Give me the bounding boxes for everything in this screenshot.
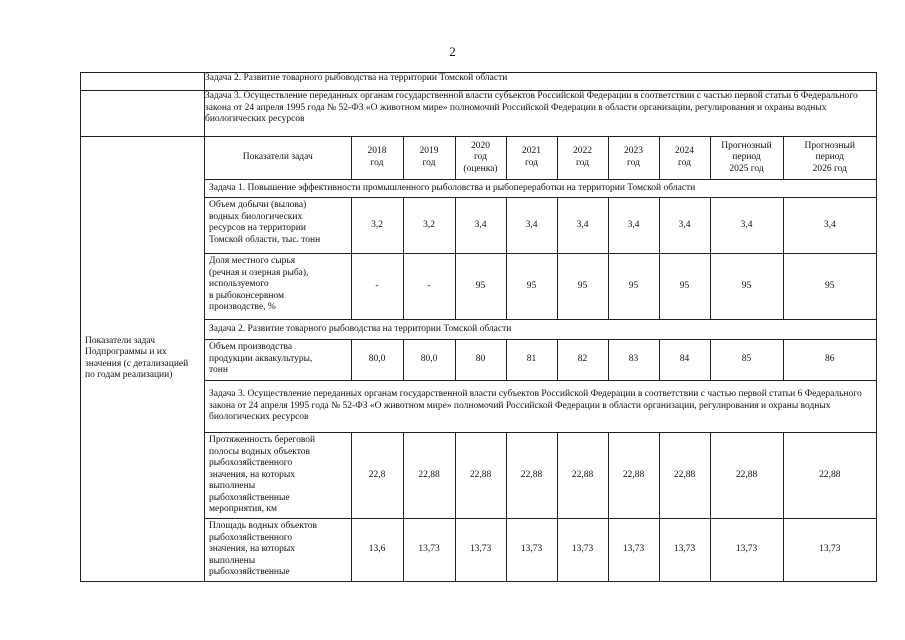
value-cell: 22,88 (557, 433, 608, 519)
indicators-table (205, 137, 876, 581)
value-cell: 22,88 (659, 433, 710, 519)
value-cell: 3,4 (659, 198, 710, 254)
table-row (205, 340, 876, 381)
left-label-cell (81, 137, 205, 582)
table-row (205, 198, 876, 254)
value-cell: 22,8 (351, 433, 403, 519)
value-cell: 83 (608, 340, 659, 381)
value-cell: 22,88 (506, 433, 557, 519)
indicators-cell (205, 137, 877, 582)
top-task-2: Задача 2. Развитие товарного рыбоводства на территории Томской области (205, 73, 877, 91)
value-cell: 22,88 (608, 433, 659, 519)
value-cell: 95 (506, 254, 557, 320)
header-year: 2022 год (557, 137, 608, 179)
value-cell: 13,6 (351, 519, 403, 581)
header-year: 2024 год (659, 137, 710, 179)
value-cell: 86 (783, 340, 876, 381)
value-cell: - (351, 254, 403, 320)
indicator-label: Объем добычи (вылова) водных биологических ресурсов на территории Томской области, тыс. тонн (205, 198, 351, 254)
value-cell: 85 (710, 340, 783, 381)
header-year: 2018 год (351, 137, 403, 179)
value-cell: 22,88 (455, 433, 506, 519)
value-cell: 95 (608, 254, 659, 320)
task-1-heading: Задача 1. Повышение эффективности промышленного рыболовства и рыбопереработки на территории Томской области (205, 179, 876, 198)
header-year: Прогнозный период 2025 год (710, 137, 783, 179)
header-year: 2020 год (оценка) (455, 137, 506, 179)
value-cell: 22,88 (783, 433, 876, 519)
header-indicator: Показатели задач (205, 137, 351, 179)
value-cell: 22,88 (710, 433, 783, 519)
indicator-label: Протяженность береговой полосы водных объектов рыбохозяйственного значения, на которых выполнены рыбохозяйственные мероприятия, км (205, 433, 351, 519)
header-year: 2021 год (506, 137, 557, 179)
top-left-empty-cell (81, 73, 205, 91)
task-2-heading: Задача 2. Развитие товарного рыбоводства на территории Томской области (205, 320, 876, 340)
value-cell: 13,73 (455, 519, 506, 581)
value-cell: 3,4 (506, 198, 557, 254)
value-cell: 95 (659, 254, 710, 320)
table-row (205, 254, 876, 320)
value-cell: 13,73 (659, 519, 710, 581)
table-row (205, 433, 876, 519)
table-row (205, 519, 876, 581)
indicator-label: Объем производства продукции аквакультуры, тонн (205, 340, 351, 381)
value-cell: 82 (557, 340, 608, 381)
value-cell: 95 (455, 254, 506, 320)
header-year: 2019 год (403, 137, 455, 179)
value-cell: 22,88 (403, 433, 455, 519)
value-cell: 81 (506, 340, 557, 381)
value-cell: 13,73 (557, 519, 608, 581)
value-cell: - (403, 254, 455, 320)
value-cell: 13,73 (783, 519, 876, 581)
task-3-heading: Задача 3. Осуществление переданных органам государственной власти субъектов Российской Федерации в соответствии с частью первой статьи 6 Федерального закона от 24 апреля 1995 года № 52-ФЗ «О животном мире» полномочий Российской Федерации в области организации, регулирования и охраны водных биологических ресурсов (205, 381, 876, 433)
value-cell: 3,4 (783, 198, 876, 254)
value-cell: 95 (783, 254, 876, 320)
value-cell: 80,0 (403, 340, 455, 381)
value-cell: 3,4 (710, 198, 783, 254)
value-cell: 3,2 (403, 198, 455, 254)
value-cell: 13,73 (506, 519, 557, 581)
value-cell: 13,73 (710, 519, 783, 581)
value-cell: 3,4 (608, 198, 659, 254)
subprogram-table (80, 72, 877, 582)
header-year: Прогнозный период 2026 год (783, 137, 876, 179)
value-cell: 3,4 (557, 198, 608, 254)
value-cell: 3,2 (351, 198, 403, 254)
value-cell: 80,0 (351, 340, 403, 381)
value-cell: 13,73 (608, 519, 659, 581)
top-left-empty-cell-2 (81, 91, 205, 137)
value-cell: 95 (557, 254, 608, 320)
indicator-label: Площадь водных объектов рыбохозяйственного значения, на которых выполнены рыбохозяйственные (205, 519, 351, 581)
top-task-3: Задача 3. Осуществление переданных органам государственной власти субъектов Российской Федерации в соответствии с частью первой статьи 6 Федерального закона от 24 апреля 1995 года № 52-ФЗ «О животном мире» полномочий Российской Федерации в области организации, регулирования и охраны водных биологических ресурсов (205, 91, 877, 137)
header-year: 2023 год (608, 137, 659, 179)
header-row (205, 137, 876, 179)
value-cell: 13,73 (403, 519, 455, 581)
indicator-label: Доля местного сырья (речная и озерная рыба), используемого в рыбоконсервном производстве, % (205, 254, 351, 320)
value-cell: 3,4 (455, 198, 506, 254)
left-label: Показатели задач Подпрограммы и их значения (с детализацией по годам реализации) (85, 335, 189, 381)
value-cell: 84 (659, 340, 710, 381)
value-cell: 95 (710, 254, 783, 320)
page-number: 2 (449, 44, 456, 59)
value-cell: 80 (455, 340, 506, 381)
